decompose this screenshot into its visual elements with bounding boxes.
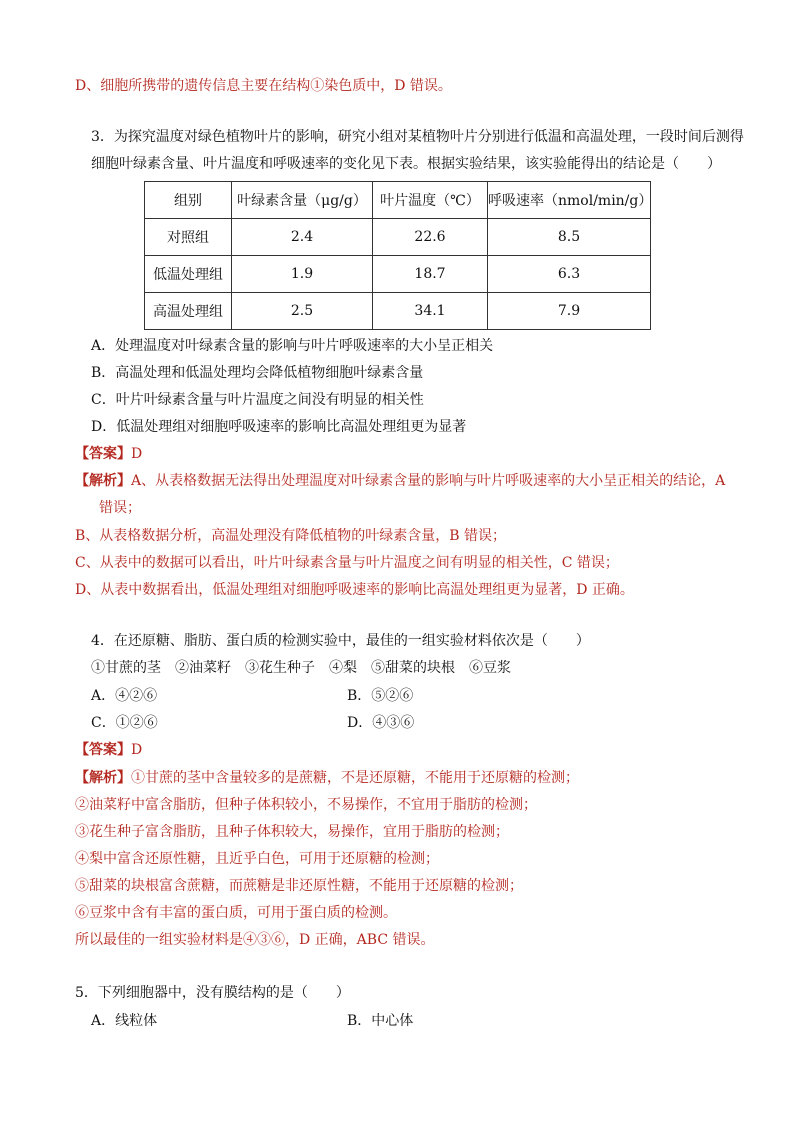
table-cell: 对照组 [145, 219, 232, 256]
q3-answer [75, 444, 142, 464]
q3-stem-line1: 3．为探究温度对绿色植物叶片的影响，研究小组对某植物叶片分别进行低温和高温处理，一段时间后测得 [91, 129, 744, 145]
table-cell: 2.5 [232, 293, 373, 330]
table-cell: 8.5 [488, 219, 651, 256]
table-cell: 2.4 [232, 219, 373, 256]
q4-analysis-5: ⑤甜菜的块根富含蔗糖，而蔗糖是非还原性糖，不能用于还原糖的检测； [75, 878, 523, 894]
q3-stem-line2: 细胞叶绿素含量、叶片温度和呼吸速率的变化见下表。根据实验结果，该实验能得出的结论是（ ） [91, 156, 721, 172]
answer-tag: 【答案】 [75, 446, 131, 462]
q4-materials: ①甘蔗的茎 ②油菜籽 ③花生种子 ④梨 ⑤甜菜的块根 ⑥豆浆 [91, 660, 511, 676]
q4-analysis-2: ②油菜籽中富含脂肪，但种子体积较小，不易操作，不宜用于脂肪的检测； [75, 797, 537, 813]
table-cell: 34.1 [373, 293, 488, 330]
q4-conclusion: 所以最佳的一组实验材料是④③⑥，D 正确，ABC 错误。 [75, 932, 435, 948]
answer-tag: 【答案】 [75, 742, 131, 758]
table-row [145, 256, 651, 293]
answer-value: D [131, 446, 143, 462]
q2-analysis-d: D、细胞所携带的遗传信息主要在结构①染色质中，D 错误。 [75, 78, 452, 94]
q4-analysis-1 [75, 768, 579, 788]
q4-analysis-3: ③花生种子富含脂肪，且种子体积较大，易操作，宜用于脂肪的检测； [75, 824, 509, 840]
answer-value: D [131, 742, 143, 758]
table-header-row [145, 182, 651, 219]
q4-option-c: C．①②⑥ [91, 715, 158, 731]
q5-option-b: B．中心体 [347, 1013, 414, 1029]
q4-answer [75, 740, 142, 760]
q4-analysis-6: ⑥豆浆中含有丰富的蛋白质，可用于蛋白质的检测。 [75, 905, 397, 921]
analysis-text: A、从表格数据无法得出处理温度对叶绿素含量的影响与叶片呼吸速率的大小呈正相关的结论，A [131, 473, 726, 489]
q4-option-b: B．⑤②⑥ [347, 688, 414, 704]
q3-option-d: D．低温处理组对细胞呼吸速率的影响比高温处理组更为显著 [91, 419, 467, 435]
q3-option-a: A．处理温度对叶绿素含量的影响与叶片呼吸速率的大小呈正相关 [91, 338, 494, 354]
table-cell: 7.9 [488, 293, 651, 330]
q3-option-c: C．叶片叶绿素含量与叶片温度之间没有明显的相关性 [91, 392, 424, 408]
q3-data-table [144, 181, 651, 330]
table-header-cell: 呼吸速率（nmol/min/g） [488, 182, 651, 219]
table-header-cell: 叶绿素含量（μg/g） [232, 182, 373, 219]
table-header-cell: 组别 [145, 182, 232, 219]
analysis-tag: 【解析】 [75, 473, 131, 489]
q3-option-b: B．高温处理和低温处理均会降低植物细胞叶绿素含量 [91, 365, 424, 381]
q3-analysis-a-cont: 错误； [99, 500, 141, 516]
analysis-text: ①甘蔗的茎中含量较多的是蔗糖，不是还原糖，不能用于还原糖的检测； [131, 770, 579, 786]
q3-analysis-c: C、从表中的数据可以看出，叶片叶绿素含量与叶片温度之间有明显的相关性，C 错误； [75, 555, 619, 571]
q5-option-a: A．线粒体 [91, 1013, 158, 1029]
table-row [145, 293, 651, 330]
q3-analysis-b: B、从表格数据分析，高温处理没有降低植物的叶绿素含量，B 错误； [75, 528, 507, 544]
table-cell: 高温处理组 [145, 293, 232, 330]
table-header-cell: 叶片温度（℃） [373, 182, 488, 219]
q3-analysis-a [75, 471, 725, 491]
q4-option-d: D．④③⑥ [347, 715, 415, 731]
table-cell: 1.9 [232, 256, 373, 293]
table-cell: 18.7 [373, 256, 488, 293]
q4-stem: 4．在还原糖、脂肪、蛋白质的检测实验中，最佳的一组实验材料依次是（ ） [91, 633, 590, 649]
table-cell: 6.3 [488, 256, 651, 293]
table-row [145, 219, 651, 256]
q4-option-a: A．④②⑥ [91, 688, 158, 704]
table-cell: 低温处理组 [145, 256, 232, 293]
table-cell: 22.6 [373, 219, 488, 256]
q4-analysis-4: ④梨中富含还原性糖，且近乎白色，可用于还原糖的检测； [75, 851, 439, 867]
analysis-tag: 【解析】 [75, 770, 131, 786]
q5-stem: 5．下列细胞器中，没有膜结构的是（ ） [75, 985, 350, 1001]
q3-analysis-d: D、从表中数据看出，低温处理组对细胞呼吸速率的影响比高温处理组更为显著，D 正确。 [75, 582, 634, 598]
